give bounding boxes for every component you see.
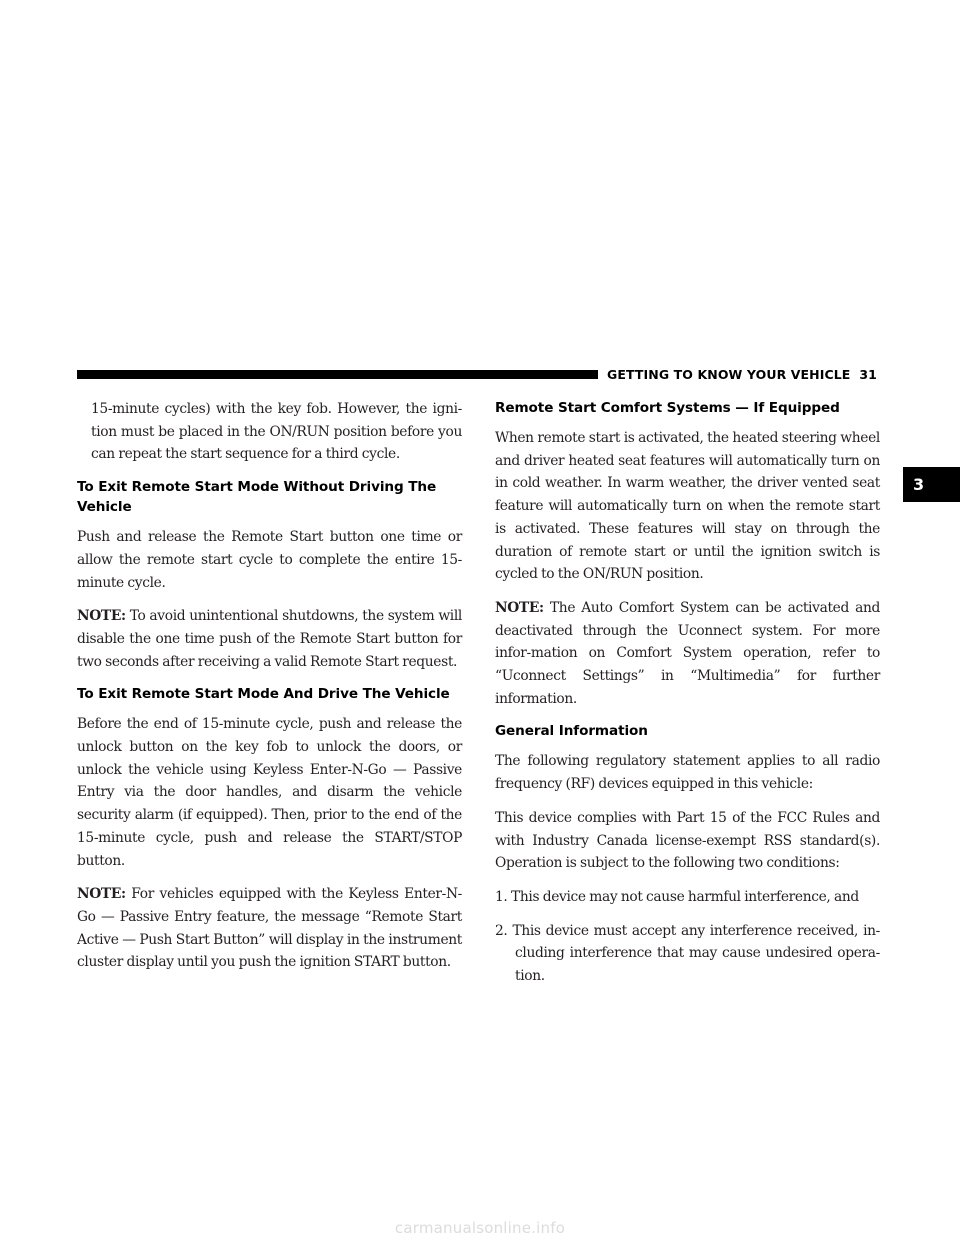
exit-without-driving-note (77, 605, 462, 673)
running-header (607, 366, 877, 383)
note-text: The Auto Comfort System can be activated and deactivated through the Uconnect system. For more infor-mation on Comfort System operation, refer to “Uconnect Settings” in “Multimedia” for further information. (495, 599, 880, 707)
comfort-systems-note (495, 597, 880, 711)
condition-item: 2. This device must accept any interference received, in-cluding interference that may cause undesired opera-tion. (495, 922, 880, 985)
note-text: To avoid unintentional shutdowns, the system will disable the one time push of the Remote Start button for two seconds after receiving a valid Remote Start request. (77, 608, 462, 670)
site-watermark: carmanualsonline.info (394, 1219, 566, 1237)
conditions-list (495, 886, 880, 988)
general-info-body-1: The following regulatory statement applies to all radio frequency (RF) devices equipped in this vehicle: (495, 753, 880, 793)
heading-comfort-systems: Remote Start Comfort Systems — If Equipped (495, 400, 840, 416)
header-rule (77, 370, 598, 379)
note-label: NOTE: (77, 608, 126, 625)
exit-and-drive-note (77, 883, 462, 974)
note-label: NOTE: (77, 886, 126, 903)
heading-general-information: General Information (495, 723, 648, 740)
page-number: 31 (859, 367, 877, 382)
comfort-systems-body: When remote start is activated, the heated steering wheel and driver heated seat features will automatically turn on in cold weather. In warm weather, the driver vented seat feature will automatically turn on when the remote start is activated. These features will stay on through the duration of remote start or until the ignition switch is cycled to the ON/RUN position. (495, 430, 880, 583)
intro-continuation: 15-minute cycles) with the key fob. However, the igni-tion must be placed in the ON/RUN position before you can repeat the start sequence for a third cycle. (91, 401, 462, 463)
condition-item: 1. This device may not cause harmful interference, and (495, 888, 859, 905)
note-label: NOTE: (495, 599, 544, 616)
note-text: For vehicles equipped with the Keyless Enter-N-Go — Passive Entry feature, the message “Remote Start Active — Push Start Button” will display in the instrument cluster display until you push the ignition START button. (77, 886, 462, 971)
exit-and-drive-body: Before the end of 15-minute cycle, push and release the unlock button on the key fob to unlock the doors, or unlock the vehicle using Keyless Enter-N-Go — Passive Entry via the door handles, and disarm the vehicle security alarm (if equipped). Then, prior to the end of the 15-minute cycle, push and release the START/STOP button. (77, 716, 462, 869)
general-info-body-2: This device complies with Part 15 of the FCC Rules and with Industry Canada license-exempt RSS standard(s). Operation is subject to the following two conditions: (495, 809, 880, 872)
chapter-tab: 3 (903, 467, 960, 502)
heading-exit-without-driving: To Exit Remote Start Mode Without Driving The Vehicle (77, 479, 437, 516)
left-column (77, 398, 462, 985)
header-title: GETTING TO KNOW YOUR VEHICLE (607, 367, 851, 382)
exit-without-driving-body: Push and release the Remote Start button one time or allow the remote start cycle to complete the entire 15-minute cycle. (77, 529, 462, 591)
heading-exit-and-drive: To Exit Remote Start Mode And Drive The Vehicle (77, 686, 450, 703)
right-column (495, 398, 880, 999)
